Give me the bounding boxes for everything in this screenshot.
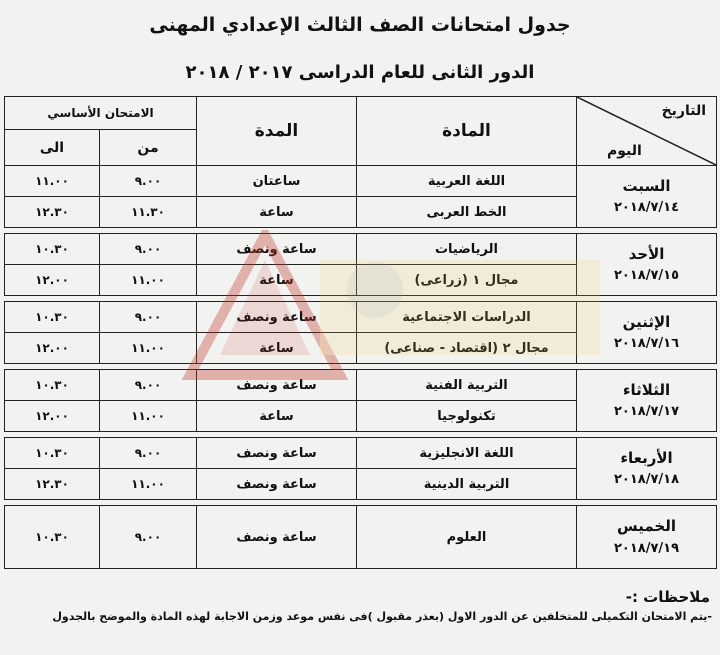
- day-name: الخميس: [617, 517, 676, 536]
- date-header-label: التاريخ: [661, 103, 706, 119]
- to-time-cell: ١٢.٠٠: [5, 265, 100, 296]
- from-time-cell: ٩.٠٠: [100, 506, 197, 569]
- duration-cell: ساعة: [197, 265, 357, 296]
- duration-cell: ساعة: [197, 197, 357, 228]
- day-cell: [577, 302, 717, 364]
- day-cell: [577, 506, 717, 569]
- duration-cell: ساعة ونصف: [197, 302, 357, 333]
- day-date: ٢٠١٨/٧/١٨: [613, 472, 680, 488]
- to-time-cell: ١١.٠٠: [5, 166, 100, 197]
- to-time-cell: ١٢.٣٠: [5, 469, 100, 500]
- subject-cell: التربية الفنية: [357, 370, 577, 401]
- from-time-cell: ١١.٣٠: [100, 197, 197, 228]
- day-cell: [577, 438, 717, 500]
- to-header: الى: [5, 130, 100, 166]
- day-cell: [577, 234, 717, 296]
- day-header-label: اليوم: [607, 143, 642, 159]
- duration-cell: ساعة: [197, 333, 357, 364]
- day-date: ٢٠١٨/٧/١٧: [613, 404, 680, 420]
- to-time-cell: ١٠.٣٠: [5, 234, 100, 265]
- subject-cell: اللغة الانجليزية: [357, 438, 577, 469]
- to-time-cell: ١٠.٣٠: [5, 302, 100, 333]
- from-time-cell: ١١.٠٠: [100, 401, 197, 432]
- duration-cell: ساعة: [197, 401, 357, 432]
- to-time-cell: ١٢.٣٠: [5, 197, 100, 228]
- from-time-cell: ١١.٠٠: [100, 469, 197, 500]
- day-date: ٢٠١٨/٧/١٩: [613, 540, 680, 556]
- to-time-cell: ١٢.٠٠: [5, 401, 100, 432]
- day-name: الأحد: [628, 244, 665, 263]
- to-time-cell: ١٢.٠٠: [5, 333, 100, 364]
- subject-cell: العلوم: [357, 506, 577, 569]
- day-date: ٢٠١٨/٧/١٥: [613, 268, 680, 284]
- to-time-cell: ١٠.٣٠: [5, 438, 100, 469]
- to-time-cell: ١٠.٣٠: [5, 370, 100, 401]
- from-time-cell: ٩.٠٠: [100, 302, 197, 333]
- from-time-cell: ١١.٠٠: [100, 265, 197, 296]
- table-row: [5, 438, 717, 469]
- subject-cell: الدراسات الاجتماعية: [357, 302, 577, 333]
- subject-cell: تكنولوجيا: [357, 401, 577, 432]
- day-name: الثلاثاء: [622, 380, 671, 399]
- table-row: [5, 370, 717, 401]
- table-row: [5, 506, 717, 569]
- notes-heading: ملاحظات :-: [625, 588, 710, 606]
- duration-cell: ساعة ونصف: [197, 234, 357, 265]
- day-name: الإثنين: [622, 312, 671, 331]
- subject-cell: اللغة العربية: [357, 166, 577, 197]
- exam-group-header: الامتحان الأساسي: [5, 97, 197, 130]
- subject-cell: الرياضيات: [357, 234, 577, 265]
- notes-text: -يتم الامتحان التكميلى للمتخلفين عن الدور الاول (بعذر مقبول )فى نفس موعد وزمن الاجابة لهذه المادة والموضح بالجدول: [52, 610, 712, 623]
- duration-cell: ساعة ونصف: [197, 506, 357, 569]
- day-date: ٢٠١٨/٧/١٦: [613, 336, 680, 352]
- from-time-cell: ١١.٠٠: [100, 333, 197, 364]
- day-date: ٢٠١٨/٧/١٤: [613, 200, 680, 216]
- schedule-table: [4, 96, 717, 569]
- table-row: [5, 166, 717, 197]
- subject-header: المادة: [357, 97, 577, 166]
- from-time-cell: ٩.٠٠: [100, 234, 197, 265]
- schedule-body: [5, 166, 717, 569]
- from-time-cell: ٩.٠٠: [100, 438, 197, 469]
- from-header: من: [100, 130, 197, 166]
- from-time-cell: ٩.٠٠: [100, 370, 197, 401]
- subject-cell: مجال ٢ (اقتصاد - صناعى): [357, 333, 577, 364]
- day-cell: [577, 370, 717, 432]
- day-cell: [577, 166, 717, 228]
- subject-cell: مجال ١ (زراعى): [357, 265, 577, 296]
- duration-cell: ساعة ونصف: [197, 370, 357, 401]
- subject-cell: التربية الدينية: [357, 469, 577, 500]
- duration-cell: ساعة ونصف: [197, 438, 357, 469]
- day-name: الأربعاء: [620, 448, 673, 467]
- page-subtitle: الدور الثانى للعام الدراسى ٢٠١٧ / ٢٠١٨: [185, 62, 535, 83]
- duration-cell: ساعة ونصف: [197, 469, 357, 500]
- table-row: [5, 234, 717, 265]
- to-time-cell: ١٠.٣٠: [5, 506, 100, 569]
- date-day-header: [577, 97, 717, 166]
- page-title: جدول امتحانات الصف الثالث الإعدادي المهنى: [149, 14, 571, 36]
- day-name: السبت: [622, 176, 671, 195]
- table-row: [5, 302, 717, 333]
- from-time-cell: ٩.٠٠: [100, 166, 197, 197]
- duration-header: المدة: [197, 97, 357, 166]
- subject-cell: الخط العربى: [357, 197, 577, 228]
- duration-cell: ساعتان: [197, 166, 357, 197]
